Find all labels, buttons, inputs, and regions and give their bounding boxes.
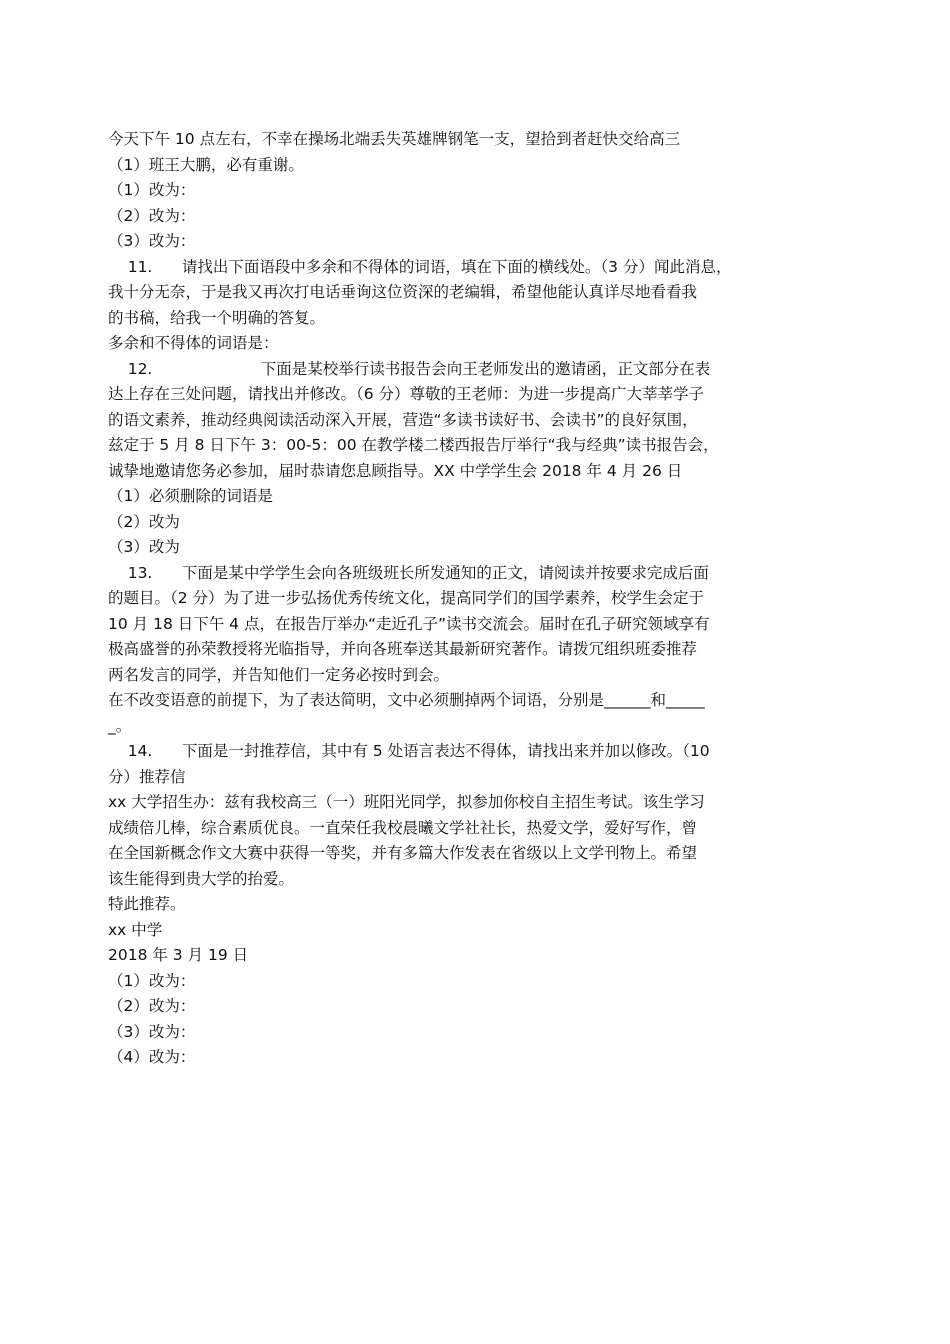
- text-line: xx 中学: [108, 920, 163, 939]
- text-line: 多余和不得体的词语是：: [108, 334, 279, 352]
- answer-line: （1）改为：: [108, 971, 196, 990]
- answer-line: （3）改为: [108, 538, 180, 556]
- answer-line: （2）改为：: [108, 997, 196, 1015]
- text-line: 2018 年 3 月 19 日: [108, 946, 249, 964]
- text-line: 特此推荐。: [108, 895, 186, 913]
- answer-line: （3）改为：: [108, 232, 196, 250]
- text-line: （1）班王大鹏，必有重谢。: [108, 155, 304, 174]
- text-line: 该生能得到贵大学的抬爱。: [108, 869, 295, 888]
- text-line: 的题目。（2 分）为了进一步弘扬优秀传统文化，提高同学们的国学素养，校学生会定于: [108, 589, 705, 607]
- text-line: 的书稿，给我一个明确的答复。: [108, 308, 326, 327]
- text-line: 兹定于 5 月 8 日下午 3：00-5：00 在教学楼二楼西报告厅举行“我与经典”读书报告会，: [108, 436, 719, 454]
- text-line: 今天下午 10 点左右，不幸在操场北端丢失英雄牌钢笔一支，望拾到者赶快交给高三: [108, 130, 681, 148]
- question-14: 14. 下面是一封推荐信，其中有 5 处语言表达不得体，请找出来并加以修改。（10: [108, 742, 710, 760]
- text-line: 我十分无奈，于是我又再次打电话垂询这位资深的老编辑，希望他能认真详尽地看看我: [108, 283, 698, 301]
- text-line: xx 大学招生办：兹有我校高三（一）班阳光同学，拟参加你校自主招生考试。该生学习: [108, 793, 705, 811]
- document-body: [108, 127, 868, 1071]
- answer-line: （2）改为: [108, 512, 180, 531]
- question-11: 11. 请找出下面语段中多余和不得体的词语，填在下面的横线处。（3 分）闻此消息，: [108, 257, 732, 276]
- text-line: _。: [108, 716, 132, 735]
- text-line: 在不改变语意的前提下，为了表达简明，文中必须删掉两个词语，分别是______和_____: [108, 691, 705, 709]
- text-line: 成绩倍儿棒，综合素质优良。一直荣任我校晨曦文学社社长，热爱文学，爱好写作，曾: [108, 818, 698, 837]
- text-line: 在全国新概念作文大赛中获得一等奖，并有多篇大作发表在省级以上文学刊物上。希望: [108, 844, 698, 862]
- text-line: 分）推荐信: [108, 767, 186, 786]
- answer-line: （4）改为：: [108, 1048, 196, 1066]
- text-line: 达上存在三处问题，请找出并修改。（6 分）尊敬的王老师：为进一步提高广大莘莘学子: [108, 385, 705, 403]
- question-13: 13. 下面是某中学学生会向各班级班长所发通知的正文，请阅读并按要求完成后面: [108, 563, 709, 582]
- answer-line: （2）改为：: [108, 206, 196, 225]
- text-line: 的语文素养，推动经典阅读活动深入开展，营造“多读书读好书、会读书”的良好氛围，: [108, 410, 698, 429]
- answer-line: （1）必须删除的词语是: [108, 487, 273, 505]
- text-line: 诚挚地邀请您务必参加，届时恭请您息顾指导。XX 中学学生会 2018 年 4 月 26 日: [108, 461, 683, 480]
- text-line: 两名发言的同学，并告知他们一定务必按时到会。: [108, 665, 450, 684]
- answer-line: （3）改为：: [108, 1022, 196, 1041]
- text-line: 10 月 18 日下午 4 点，在报告厅举办“走近孔子”读书交流会。届时在孔子研究领域享有: [108, 614, 710, 633]
- question-12: 12. 下面是某校举行读书报告会向王老师发出的邀请函，正文部分在表: [108, 359, 711, 378]
- answer-line: （1）改为：: [108, 181, 196, 199]
- text-line: 极高盛誉的孙荣教授将光临指导，并向各班奉送其最新研究著作。请拨冗组织班委推荐: [108, 640, 698, 658]
